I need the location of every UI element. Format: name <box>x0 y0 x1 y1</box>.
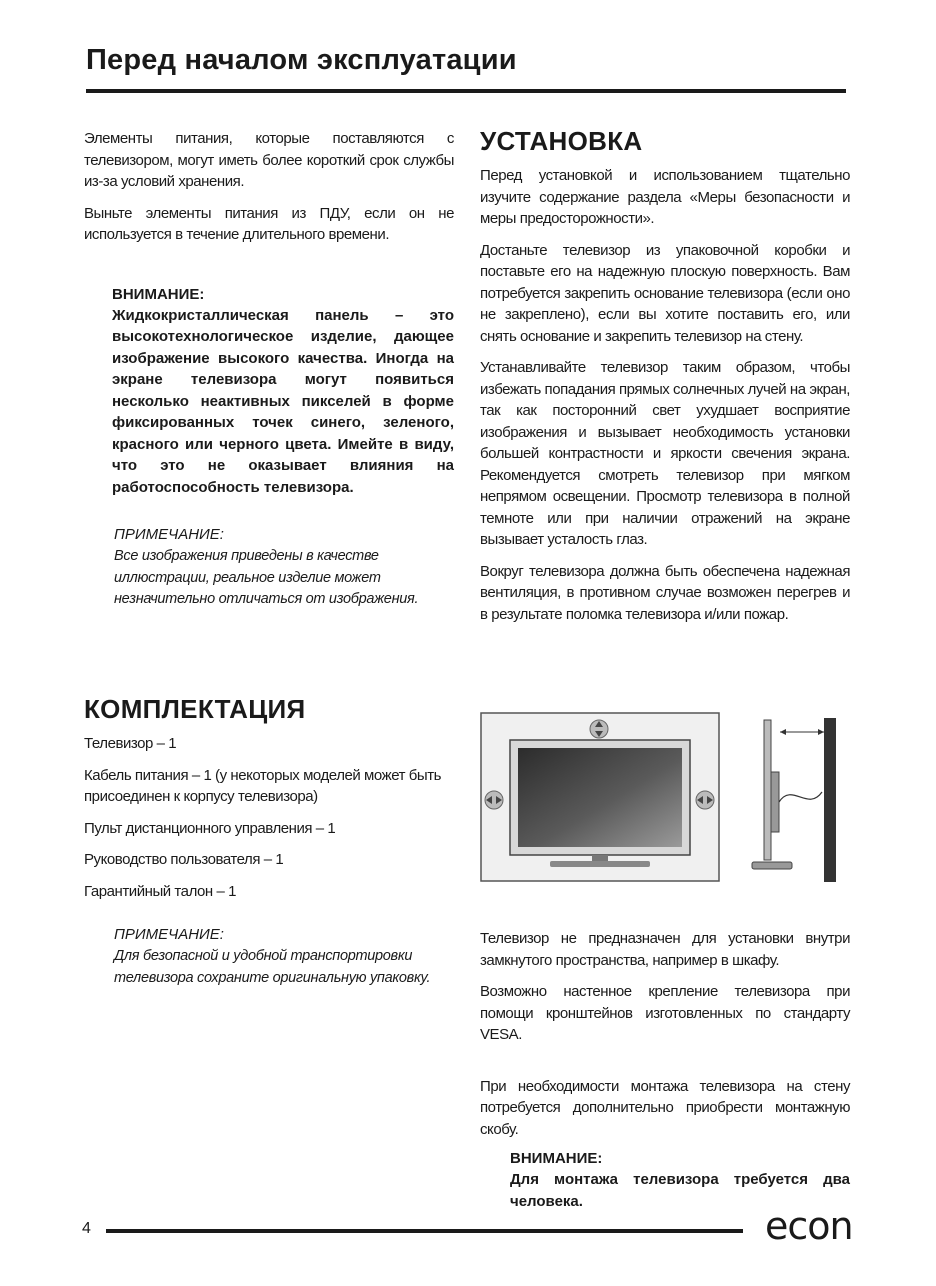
side-stand <box>752 862 792 869</box>
kit-note-text: Для безопасной и удобной транспортировки телевизора сохраните оригинальную упаковку. <box>114 948 431 986</box>
install-paragraph: Вокруг телевизора должна быть обеспечена надежная вентиляция, в противном случае возможен перегрев и в результате поломка телевизора и/или пожар. <box>480 562 850 623</box>
note-text: Все изображения приведены в качестве иллюстрации, реальное изделие может незначительно отличаться от изображения. <box>114 548 419 607</box>
lcd-warning <box>112 286 454 499</box>
kit-item: Телевизор – 1 <box>84 735 177 752</box>
tv-screen <box>518 748 682 847</box>
install-title: УСТАНОВКА <box>480 126 643 156</box>
mount-warning <box>510 1150 850 1212</box>
install-paragraph: Устанавливайте телевизор таким образом, чтобы избежать попадания прямых солнечных лучей на экран, так как посторонний свет ухудшает восприятие изображения и вызывает необходимость установки большей контрастности и яркости свечения экрана. Рекомендуется смотреть телевизор при мягком непрямом освещении. Просмотр телевизора в полной темноте или при наличии отражений на экране вызывает усталость глаз. <box>480 359 851 548</box>
kit-item: Пульт дистанционного управления – 1 <box>84 819 336 837</box>
kit-note-title: ПРИМЕЧАНИЕ: <box>114 926 224 943</box>
kit-item: Руководство пользователя – 1 <box>84 851 284 868</box>
footer-divider <box>106 1229 743 1233</box>
wall <box>824 718 836 882</box>
kit-item: Гарантийный талон – 1 <box>84 882 236 900</box>
tv-stand-base <box>550 861 650 867</box>
warning-title: ВНИМАНИЕ: <box>112 285 205 303</box>
tv-side-profile <box>764 720 771 860</box>
note-title: ПРИМЕЧАНИЕ: <box>114 526 224 543</box>
left-column <box>84 128 454 611</box>
install-paragraph: При необходимости монтажа телевизора на стену потребуется дополнительно приобрести монтажную скобу. <box>480 1077 850 1138</box>
install-paragraph: Перед установкой и использованием тщательно изучите содержание раздела «Меры безопасности и меры предосторожности». <box>480 167 850 227</box>
page-number: 4 <box>82 1220 91 1237</box>
tv-stand-neck <box>592 855 608 862</box>
battery-storage-paragraph: Элементы питания, которые поставляются с телевизором, могут иметь более короткий срок службы из-за условий хранения. <box>84 130 454 190</box>
mount-warning-text: Для монтажа телевизора требуется два человека. <box>510 1171 850 1210</box>
tv-ventilation-illustration <box>480 712 850 882</box>
kit-section <box>84 694 454 989</box>
page-title: Перед началом эксплуатации <box>86 44 517 76</box>
mount-warning-title: ВНИМАНИЕ: <box>510 1150 603 1167</box>
kit-note <box>114 926 454 989</box>
tv-diagram <box>480 712 850 882</box>
right-column <box>480 126 850 635</box>
install-paragraph: Телевизор не предназначен для установки внутри замкнутого пространства, например в шкафу. <box>480 930 850 969</box>
install-paragraph: Возможно настенное крепление телевизора при помощи кронштейнов изготовленных по стандарту VESA. <box>480 983 850 1043</box>
right-column-lower <box>480 928 850 1212</box>
warning-text: Жидкокристаллическая панель – это высокотехнологическое изделие, дающее изображение высокого качества. Иногда на экране телевизора могут появиться несколько неактивных пикселей в форме фиксированных точек синего, зеленого, красного или черного цвета. Имейте в виду, что это не оказывает влияния на работоспособность телевизора. <box>112 306 454 496</box>
illustration-note <box>114 526 454 611</box>
header-divider <box>86 89 846 93</box>
brand-logo: econ <box>765 1204 853 1248</box>
kit-item: Кабель питания – 1 (у некоторых моделей может быть присоединен к корпусу телевизора) <box>84 766 441 805</box>
kit-title: КОМПЛЕКТАЦИЯ <box>84 694 306 724</box>
battery-remove-paragraph: Выньте элементы питания из ПДУ, если он не используется в течение длительного времени. <box>84 204 454 243</box>
install-paragraph: Достаньте телевизор из упаковочной коробки и поставьте его на надежную плоскую поверхность. Вам потребуется закрепить основание телевизора (если оно не закреплено), если вы хотите поставить его, или снять основание и закрепить телевизор на стену. <box>480 241 850 345</box>
